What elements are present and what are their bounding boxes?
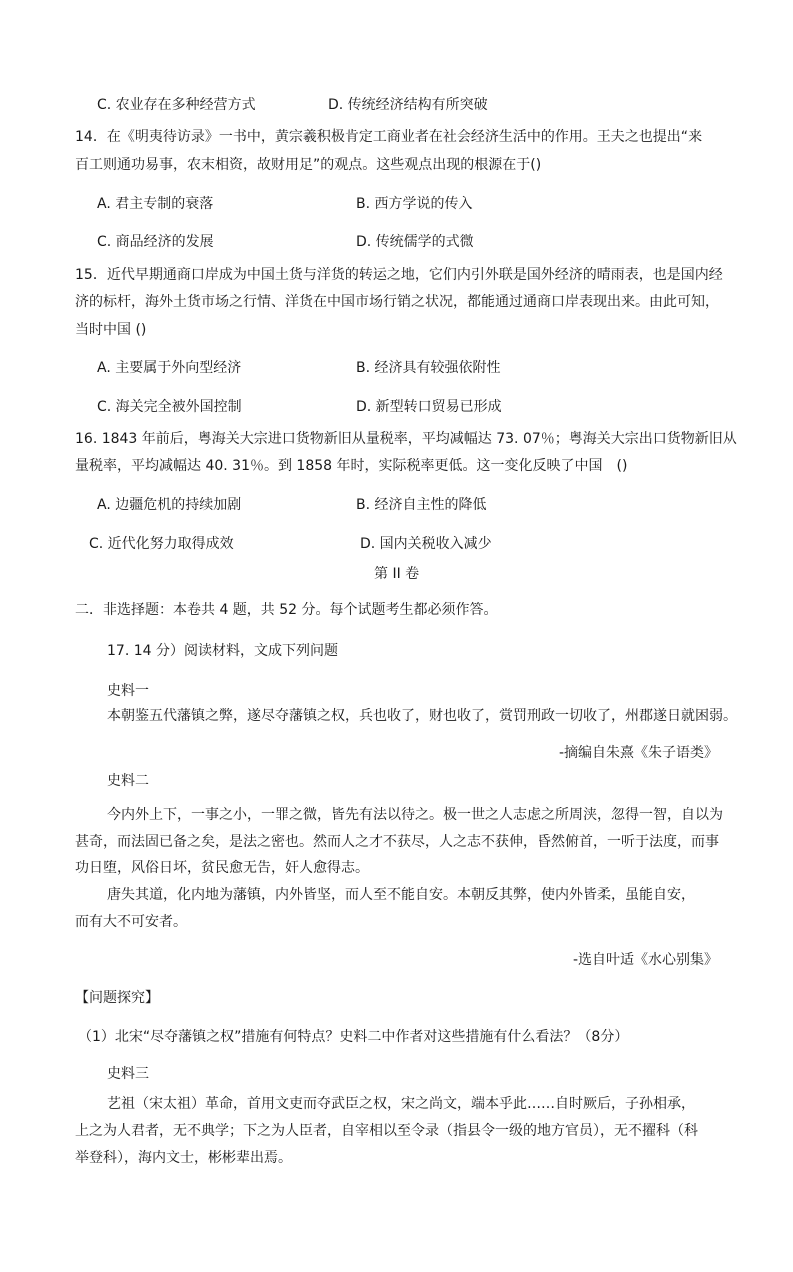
q14-option-b: B. 西方学说的传入 xyxy=(356,196,473,212)
q16-option-d: D. 国内关税收入减少 xyxy=(360,536,492,552)
q16-option-b: B. 经济自主性的降低 xyxy=(356,497,487,513)
source3-line2: 上之为人君者，无不典学；下之为人臣者，自宰相以至令录（指县令一级的地方官员），无不擢科（科 xyxy=(75,1123,698,1139)
q16-stem-line1: 16. 1843 年前后，粤海关大宗进口货物新旧从量税率，平均减幅达 73. 07％；粤海关大宗出口货物新旧从 xyxy=(75,431,737,447)
source2-para1-line2: 甚奇，而法固已备之矣，是法之密也。然而人之才不获尽，人之志不获伸，昏然俯首，一听于法度，而事 xyxy=(75,834,719,850)
q15-stem-line3: 当时中国 () xyxy=(75,322,147,338)
q16-option-a: A. 边疆危机的持续加剧 xyxy=(97,497,242,513)
q13-option-c: C. 农业存在多种经营方式 xyxy=(97,97,256,113)
q14-stem-line2: 百工则通功易事，农末相资，故财用足”的观点。这些观点出现的根源在于() xyxy=(75,157,542,173)
q14-option-a: A. 君主专制的衰落 xyxy=(97,196,214,212)
q14-option-d: D. 传统儒学的式微 xyxy=(356,234,474,250)
q15-option-a: A. 主要属于外向型经济 xyxy=(97,360,242,376)
q16-option-c: C. 近代化努力取得成效 xyxy=(89,536,234,552)
q15-option-b: B. 经济具有较强依附性 xyxy=(356,360,501,376)
source2-para1-line1: 今内外上下，一事之小，一罪之微，皆先有法以待之。极一世之人志虑之所周浃，忽得一智，自以为 xyxy=(107,807,723,823)
source2-para2-line2: 而有大不可安者。 xyxy=(75,914,187,930)
source3-line3: 举登科），海内文士，彬彬辈出焉。 xyxy=(75,1150,292,1166)
source1-label: 史料一 xyxy=(107,683,149,699)
q15-stem-line2: 济的标杆，海外土货市场之行情、洋货在中国市场行销之状况，都能通过通商口岸表现出来。由此可知， xyxy=(75,294,719,310)
inquiry-heading: 【问题探究】 xyxy=(75,990,159,1006)
source3-line1: 艺祖（宋太祖）革命，首用文吏而夺武臣之权，宋之尚文，端本乎此……自时厥后，子孙相承， xyxy=(107,1096,695,1112)
q17-title: 17. 14 分）阅读材料，文成下列问题 xyxy=(107,643,338,659)
source2-para2-line1: 唐失其道，化内地为藩镇，内外皆坚，而人至不能自安。本朝反其弊，使内外皆柔，虽能自安， xyxy=(107,887,695,903)
source1-citation: -摘编自朱熹《朱子语类》 xyxy=(558,745,718,761)
source2-para1-line3: 功日堕，风俗日坏，贫民愈无告，奸人愈得志。 xyxy=(75,860,369,876)
q13-option-d: D. 传统经济结构有所突破 xyxy=(328,97,488,113)
question-1: （1）北宋“尽夺藩镇之权”措施有何特点？史料二中作者对这些措施有什么看法？（8分） xyxy=(78,1029,629,1045)
source2-label: 史料二 xyxy=(107,773,149,789)
q15-stem-line1: 15．近代早期通商口岸成为中国土货与洋货的转运之地，它们内引外联是国外经济的晴雨表，也是国内经 xyxy=(75,267,723,283)
q15-option-c: C. 海关完全被外国控制 xyxy=(97,399,242,415)
source2-citation: -选自叶适《水心别集》 xyxy=(572,952,718,968)
q16-stem-line2: 量税率，平均减幅达 40. 31％。到 1858 年时，实际税率更低。这一变化反映了中国 () xyxy=(75,458,628,474)
q14-option-c: C. 商品经济的发展 xyxy=(97,234,214,250)
source3-label: 史料三 xyxy=(107,1066,149,1082)
source1-text: 本朝鉴五代藩镇之弊，遂尽夺藩镇之权，兵也收了，财也收了，赏罚刑政一切收了，州郡遂日就困弱。 xyxy=(107,708,737,724)
q14-stem-line1: 14．在《明夷待访录》一书中，黄宗羲积极肯定工商业者在社会经济生活中的作用。王夫之也提出“来 xyxy=(75,129,703,145)
q15-option-d: D. 新型转口贸易已形成 xyxy=(356,399,502,415)
part2-heading: 第 II 卷 xyxy=(374,566,420,582)
part2-intro: 二．非选择题：本卷共 4 题，共 52 分。每个试题考生都必须作答。 xyxy=(75,602,498,618)
